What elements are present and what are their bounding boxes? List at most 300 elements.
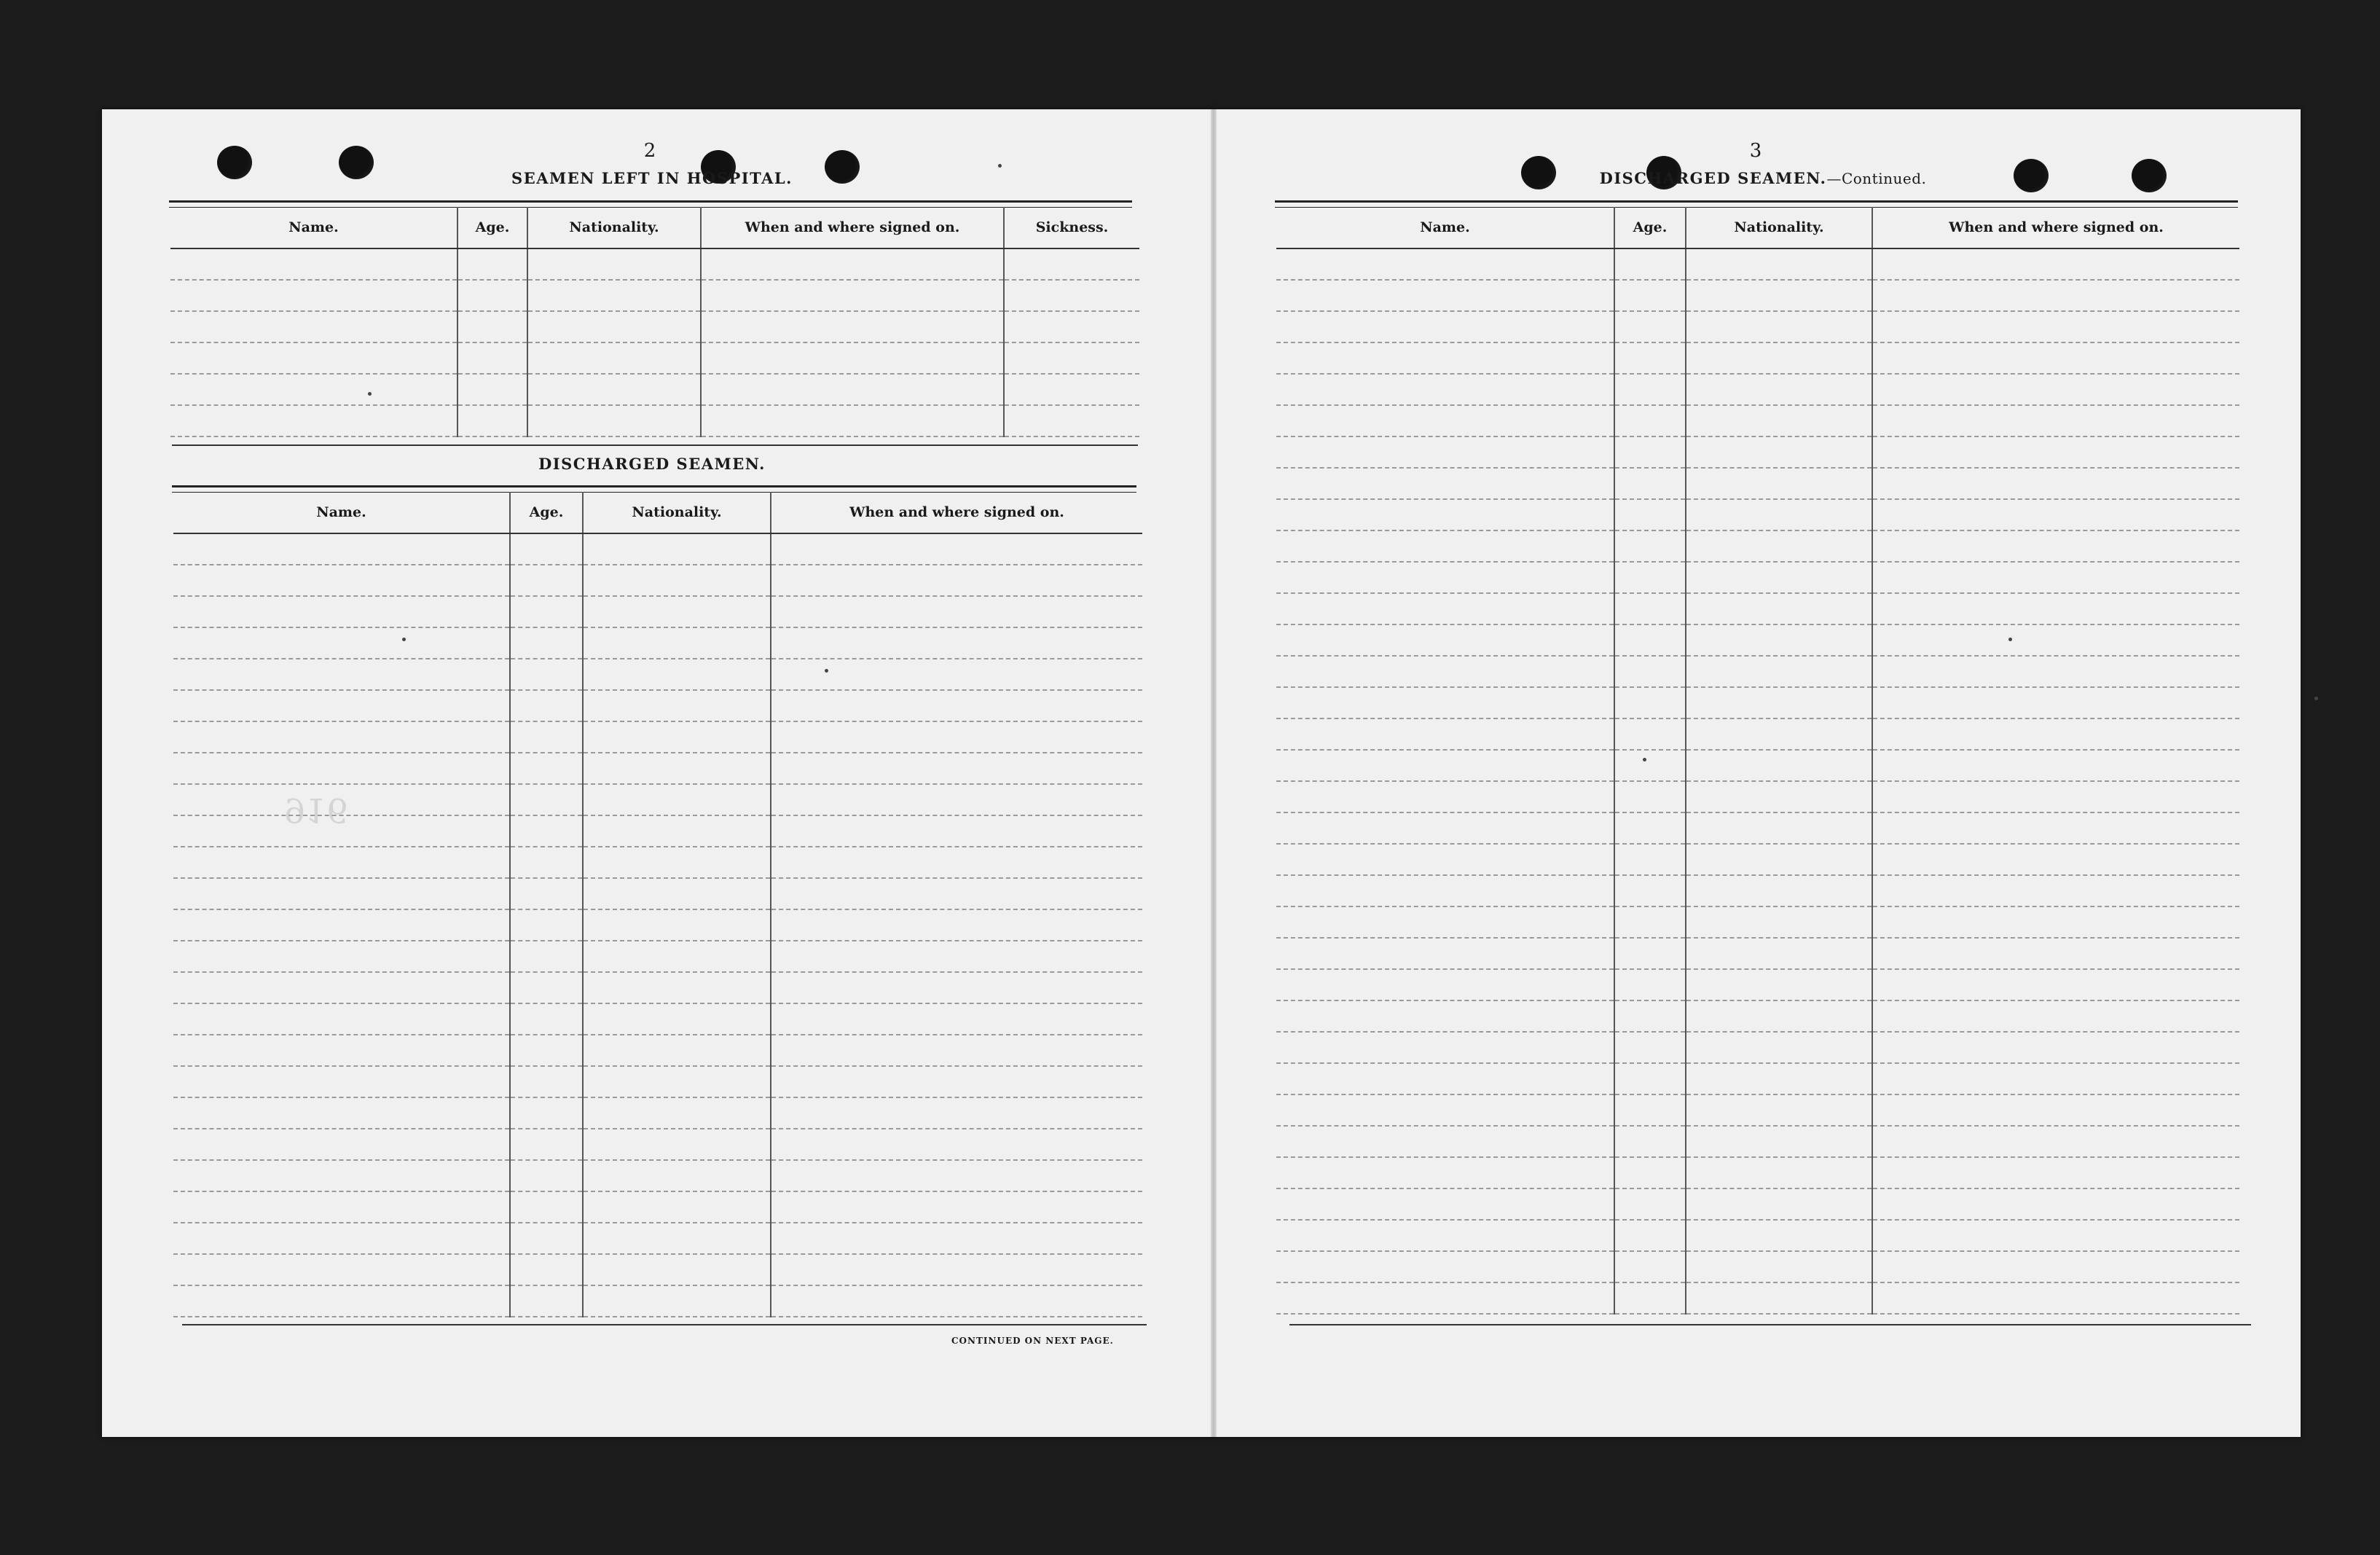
blank-entry-cell — [1276, 1157, 1614, 1188]
blank-entry-cell — [510, 878, 583, 909]
blank-entry-cell — [583, 1003, 771, 1035]
blank-entry-cell — [583, 847, 771, 878]
blank-entry-cell — [173, 1285, 510, 1317]
blank-entry-cell — [701, 342, 1004, 374]
blank-entry-cell — [1686, 468, 1872, 499]
blank-entry-cell — [173, 941, 510, 972]
blank-entry-cell — [510, 753, 583, 784]
blank-entry-cell — [527, 280, 701, 311]
blank-entry-cell — [771, 1223, 1142, 1254]
blank-entry-cell — [173, 1160, 510, 1191]
blank-entry-cell — [1614, 875, 1686, 906]
blank-entry-cell — [771, 878, 1142, 909]
blank-entry-cell — [173, 1254, 510, 1285]
blank-entry-cell — [1276, 468, 1614, 499]
blank-entry-cell — [1686, 1251, 1872, 1282]
blank-entry-cell — [1872, 342, 2239, 374]
blank-form-row — [173, 1066, 1142, 1097]
blank-entry-cell — [173, 1066, 510, 1097]
blank-form-row — [1276, 1126, 2239, 1157]
discharged-table — [173, 492, 1142, 1317]
column-header-age: Age. — [1614, 207, 1686, 248]
blank-entry-cell — [583, 1066, 771, 1097]
blank-entry-cell — [1686, 280, 1872, 311]
blank-entry-cell — [1276, 593, 1614, 624]
blank-entry-cell — [1614, 1063, 1686, 1094]
blank-entry-cell — [510, 1160, 583, 1191]
discharged-continued-table — [1276, 207, 2239, 1315]
blank-entry-cell — [510, 1035, 583, 1066]
blank-entry-cell — [1872, 687, 2239, 718]
blank-form-row — [173, 1223, 1142, 1254]
blank-entry-cell — [173, 1035, 510, 1066]
blank-form-row — [173, 909, 1142, 941]
blank-entry-cell — [527, 311, 701, 342]
paper-speck — [2314, 697, 2318, 700]
blank-entry-cell — [583, 784, 771, 815]
blank-form-row — [173, 1160, 1142, 1191]
blank-entry-cell — [510, 847, 583, 878]
blank-entry-cell — [510, 1254, 583, 1285]
blank-entry-cell — [1614, 1094, 1686, 1126]
blank-entry-cell — [173, 690, 510, 721]
page-fold — [1211, 109, 1217, 1437]
blank-form-row — [173, 1129, 1142, 1160]
section-rule — [172, 444, 1138, 446]
blank-entry-cell — [771, 941, 1142, 972]
blank-entry-cell — [1004, 374, 1139, 405]
blank-entry-cell — [1614, 593, 1686, 624]
blank-entry-cell — [170, 280, 457, 311]
blank-form-row — [173, 533, 1142, 565]
blank-entry-cell — [1686, 906, 1872, 938]
blank-entry-cell — [1686, 1220, 1872, 1251]
column-header-name: Name. — [170, 207, 457, 248]
blank-entry-cell — [457, 342, 527, 374]
blank-entry-cell — [771, 753, 1142, 784]
blank-entry-cell — [1686, 311, 1872, 342]
blank-entry-cell — [1276, 687, 1614, 718]
table-bottom-rule — [1289, 1324, 2251, 1325]
blank-entry-cell — [1872, 875, 2239, 906]
blank-entry-cell — [1614, 844, 1686, 875]
blank-entry-cell — [583, 533, 771, 565]
blank-form-row — [170, 311, 1139, 342]
blank-form-row — [1276, 781, 2239, 812]
blank-entry-cell — [1872, 1220, 2239, 1251]
title-suffix: —Continued. — [1826, 170, 1927, 187]
blank-form-row — [1276, 499, 2239, 530]
blank-entry-cell — [457, 311, 527, 342]
blank-form-row — [1276, 311, 2239, 342]
blank-form-row — [173, 878, 1142, 909]
blank-form-row — [173, 972, 1142, 1003]
discharged-continued-title — [1588, 169, 1938, 187]
blank-entry-cell — [583, 1129, 771, 1160]
blank-entry-cell — [510, 1285, 583, 1317]
blank-entry-cell — [510, 659, 583, 690]
blank-entry-cell — [1614, 812, 1686, 844]
title-text: DISCHARGED SEAMEN. — [1599, 169, 1827, 187]
blank-form-row — [1276, 436, 2239, 468]
blank-entry-cell — [1872, 844, 2239, 875]
blank-entry-cell — [457, 248, 527, 280]
blank-entry-cell — [583, 1285, 771, 1317]
blank-entry-cell — [1276, 844, 1614, 875]
column-header-sickness: Sickness. — [1004, 207, 1139, 248]
blank-form-row — [1276, 906, 2239, 938]
blank-form-row — [173, 1191, 1142, 1223]
blank-entry-cell — [1686, 436, 1872, 468]
blank-entry-cell — [170, 374, 457, 405]
blank-form-row — [170, 280, 1139, 311]
blank-entry-cell — [1276, 311, 1614, 342]
blank-entry-cell — [510, 721, 583, 753]
continued-note: CONTINUED ON NEXT PAGE. — [951, 1336, 1114, 1346]
punch-hole — [2132, 159, 2167, 192]
blank-entry-cell — [173, 1223, 510, 1254]
blank-entry-cell — [1276, 1220, 1614, 1251]
blank-entry-cell — [1276, 938, 1614, 969]
blank-entry-cell — [1614, 1157, 1686, 1188]
blank-entry-cell — [1614, 342, 1686, 374]
blank-entry-cell — [771, 1191, 1142, 1223]
blank-entry-cell — [583, 721, 771, 753]
blank-entry-cell — [173, 596, 510, 627]
blank-entry-cell — [1872, 718, 2239, 750]
blank-entry-cell — [510, 941, 583, 972]
blank-entry-cell — [1872, 812, 2239, 844]
blank-entry-cell — [1276, 750, 1614, 781]
column-header-name: Name. — [1276, 207, 1614, 248]
blank-entry-cell — [173, 627, 510, 659]
blank-form-row — [1276, 405, 2239, 436]
blank-entry-cell — [1686, 248, 1872, 280]
blank-entry-cell — [583, 1254, 771, 1285]
blank-entry-cell — [1872, 1126, 2239, 1157]
blank-entry-cell — [1614, 280, 1686, 311]
blank-entry-cell — [1686, 1282, 1872, 1314]
blank-entry-cell — [173, 1129, 510, 1160]
blank-entry-cell — [527, 248, 701, 280]
blank-entry-cell — [1872, 1063, 2239, 1094]
blank-entry-cell — [510, 1003, 583, 1035]
blank-entry-cell — [510, 1191, 583, 1223]
blank-entry-cell — [1686, 1000, 1872, 1032]
blank-form-row — [1276, 1251, 2239, 1282]
blank-entry-cell — [1276, 1094, 1614, 1126]
blank-entry-cell — [173, 659, 510, 690]
blank-entry-cell — [583, 565, 771, 596]
blank-entry-cell — [1686, 499, 1872, 530]
blank-entry-cell — [1614, 468, 1686, 499]
blank-entry-cell — [1686, 624, 1872, 656]
blank-entry-cell — [1872, 593, 2239, 624]
blank-entry-cell — [1686, 718, 1872, 750]
blank-form-row — [170, 405, 1139, 436]
blank-entry-cell — [1614, 781, 1686, 812]
blank-entry-cell — [1686, 844, 1872, 875]
blank-entry-cell — [527, 405, 701, 436]
blank-entry-cell — [1872, 280, 2239, 311]
blank-entry-cell — [1872, 499, 2239, 530]
page-number: 2 — [643, 140, 656, 162]
blank-entry-cell — [1872, 1251, 2239, 1282]
blank-entry-cell — [173, 815, 510, 847]
blank-entry-cell — [1276, 781, 1614, 812]
blank-entry-cell — [173, 565, 510, 596]
blank-entry-cell — [1872, 248, 2239, 280]
blank-entry-cell — [771, 1066, 1142, 1097]
blank-entry-cell — [510, 627, 583, 659]
blank-entry-cell — [510, 690, 583, 721]
blank-form-row — [1276, 875, 2239, 906]
blank-entry-cell — [771, 909, 1142, 941]
blank-entry-cell — [1872, 1000, 2239, 1032]
blank-form-row — [170, 374, 1139, 405]
blank-entry-cell — [173, 909, 510, 941]
blank-entry-cell — [1686, 1157, 1872, 1188]
blank-entry-cell — [527, 374, 701, 405]
blank-entry-cell — [170, 342, 457, 374]
blank-entry-cell — [1614, 499, 1686, 530]
blank-entry-cell — [583, 878, 771, 909]
blank-entry-cell — [1614, 1188, 1686, 1220]
blank-entry-cell — [1686, 656, 1872, 687]
blank-entry-cell — [771, 1285, 1142, 1317]
blank-entry-cell — [1686, 342, 1872, 374]
blank-entry-cell — [173, 721, 510, 753]
blank-entry-cell — [701, 405, 1004, 436]
blank-entry-cell — [1614, 1126, 1686, 1157]
column-header-name: Name. — [173, 492, 510, 533]
blank-entry-cell — [771, 972, 1142, 1003]
blank-entry-cell — [173, 1191, 510, 1223]
blank-entry-cell — [701, 311, 1004, 342]
blank-entry-cell — [583, 596, 771, 627]
blank-entry-cell — [1276, 436, 1614, 468]
blank-entry-cell — [771, 1129, 1142, 1160]
blank-entry-cell — [1872, 436, 2239, 468]
blank-entry-cell — [173, 753, 510, 784]
blank-entry-cell — [771, 659, 1142, 690]
blank-entry-cell — [173, 533, 510, 565]
blank-entry-cell — [1276, 906, 1614, 938]
blank-entry-cell — [771, 815, 1142, 847]
blank-form-row — [173, 753, 1142, 784]
blank-entry-cell — [1686, 1094, 1872, 1126]
punch-hole — [217, 146, 252, 179]
blank-entry-cell — [1872, 530, 2239, 562]
blank-entry-cell — [771, 1160, 1142, 1191]
blank-form-row — [1276, 969, 2239, 1000]
blank-entry-cell — [170, 248, 457, 280]
blank-entry-cell — [1872, 656, 2239, 687]
blank-form-row — [1276, 280, 2239, 311]
blank-form-row — [1276, 342, 2239, 374]
blank-entry-cell — [510, 565, 583, 596]
blank-form-row — [1276, 1220, 2239, 1251]
blank-entry-cell — [1004, 311, 1139, 342]
blank-entry-cell — [771, 784, 1142, 815]
blank-entry-cell — [583, 1097, 771, 1129]
hospital-table — [170, 207, 1139, 437]
blank-entry-cell — [1686, 405, 1872, 436]
blank-entry-cell — [583, 941, 771, 972]
blank-form-row — [1276, 248, 2239, 280]
blank-entry-cell — [1614, 374, 1686, 405]
blank-entry-cell — [1872, 468, 2239, 499]
blank-entry-cell — [1872, 1032, 2239, 1063]
blank-entry-cell — [173, 847, 510, 878]
blank-form-row — [173, 596, 1142, 627]
bleed-through-mark: 916 — [284, 791, 348, 830]
blank-form-row — [173, 847, 1142, 878]
blank-entry-cell — [1614, 530, 1686, 562]
blank-entry-cell — [1614, 718, 1686, 750]
column-header-signed-on: When and where signed on. — [771, 492, 1142, 533]
blank-entry-cell — [1686, 687, 1872, 718]
blank-entry-cell — [583, 909, 771, 941]
blank-entry-cell — [1614, 405, 1686, 436]
blank-form-row — [1276, 1157, 2239, 1188]
blank-entry-cell — [510, 972, 583, 1003]
blank-entry-cell — [1276, 499, 1614, 530]
blank-form-row — [173, 784, 1142, 815]
blank-form-row — [173, 721, 1142, 753]
blank-entry-cell — [583, 1191, 771, 1223]
blank-entry-cell — [1614, 750, 1686, 781]
blank-form-row — [1276, 530, 2239, 562]
blank-entry-cell — [771, 721, 1142, 753]
blank-entry-cell — [1686, 812, 1872, 844]
blank-form-row — [1276, 1188, 2239, 1220]
blank-entry-cell — [1276, 1126, 1614, 1157]
blank-entry-cell — [1686, 593, 1872, 624]
blank-entry-cell — [1276, 1282, 1614, 1314]
blank-entry-cell — [1872, 562, 2239, 593]
blank-entry-cell — [510, 909, 583, 941]
blank-entry-cell — [1614, 1220, 1686, 1251]
blank-entry-cell — [1276, 374, 1614, 405]
blank-entry-cell — [701, 248, 1004, 280]
blank-entry-cell — [583, 1160, 771, 1191]
blank-form-row — [173, 565, 1142, 596]
blank-entry-cell — [1872, 969, 2239, 1000]
blank-form-row — [1276, 1000, 2239, 1032]
blank-entry-cell — [1614, 624, 1686, 656]
blank-form-row — [170, 248, 1139, 280]
punch-hole — [2014, 159, 2049, 192]
blank-entry-cell — [510, 596, 583, 627]
blank-entry-cell — [1872, 374, 2239, 405]
blank-entry-cell — [771, 690, 1142, 721]
blank-entry-cell — [583, 1035, 771, 1066]
blank-entry-cell — [1004, 280, 1139, 311]
blank-entry-cell — [173, 1003, 510, 1035]
blank-entry-cell — [1686, 1032, 1872, 1063]
blank-entry-cell — [1276, 1000, 1614, 1032]
blank-form-row — [1276, 844, 2239, 875]
column-header-nationality: Nationality. — [1686, 207, 1872, 248]
blank-entry-cell — [1872, 781, 2239, 812]
blank-entry-cell — [510, 815, 583, 847]
blank-entry-cell — [1686, 1126, 1872, 1157]
blank-entry-cell — [583, 753, 771, 784]
column-header-age: Age. — [457, 207, 527, 248]
blank-entry-cell — [1276, 342, 1614, 374]
blank-entry-cell — [1872, 405, 2239, 436]
blank-entry-cell — [583, 627, 771, 659]
blank-form-row — [173, 1097, 1142, 1129]
blank-entry-cell — [1276, 562, 1614, 593]
blank-entry-cell — [583, 690, 771, 721]
blank-entry-cell — [1686, 530, 1872, 562]
blank-entry-cell — [457, 405, 527, 436]
blank-entry-cell — [1004, 405, 1139, 436]
blank-entry-cell — [771, 1035, 1142, 1066]
blank-entry-cell — [583, 1223, 771, 1254]
blank-entry-cell — [1276, 1188, 1614, 1220]
blank-entry-cell — [1686, 1188, 1872, 1220]
blank-entry-cell — [173, 878, 510, 909]
blank-form-row — [1276, 750, 2239, 781]
blank-entry-cell — [457, 374, 527, 405]
blank-entry-cell — [173, 784, 510, 815]
blank-entry-cell — [1686, 562, 1872, 593]
blank-entry-cell — [701, 280, 1004, 311]
paper-speck — [998, 164, 1002, 168]
punch-hole — [339, 146, 374, 179]
blank-form-row — [1276, 1282, 2239, 1314]
blank-entry-cell — [1614, 938, 1686, 969]
blank-entry-cell — [1614, 906, 1686, 938]
blank-entry-cell — [1686, 374, 1872, 405]
blank-entry-cell — [771, 533, 1142, 565]
blank-form-row — [1276, 1032, 2239, 1063]
blank-entry-cell — [510, 1097, 583, 1129]
blank-form-row — [1276, 1094, 2239, 1126]
column-header-age: Age. — [510, 492, 583, 533]
page-number: 3 — [1749, 140, 1762, 162]
blank-entry-cell — [1614, 1282, 1686, 1314]
column-header-signed-on: When and where signed on. — [1872, 207, 2239, 248]
blank-entry-cell — [771, 847, 1142, 878]
blank-entry-cell — [1614, 248, 1686, 280]
blank-form-row — [173, 941, 1142, 972]
blank-entry-cell — [1614, 969, 1686, 1000]
blank-form-row — [173, 1035, 1142, 1066]
blank-entry-cell — [1872, 1188, 2239, 1220]
table-bottom-rule — [182, 1324, 1147, 1325]
blank-entry-cell — [1872, 1094, 2239, 1126]
blank-entry-cell — [1614, 562, 1686, 593]
blank-form-row — [170, 342, 1139, 374]
blank-form-row — [1276, 812, 2239, 844]
blank-entry-cell — [1686, 1063, 1872, 1094]
hospital-section-title: SEAMEN LEFT IN HOSPITAL. — [511, 169, 793, 187]
blank-form-row — [1276, 468, 2239, 499]
blank-entry-cell — [1276, 969, 1614, 1000]
blank-entry-cell — [1872, 938, 2239, 969]
blank-entry-cell — [1004, 248, 1139, 280]
blank-entry-cell — [1276, 530, 1614, 562]
blank-form-row — [1276, 718, 2239, 750]
blank-entry-cell — [1276, 812, 1614, 844]
blank-entry-cell — [1614, 1032, 1686, 1063]
blank-entry-cell — [1614, 1251, 1686, 1282]
blank-entry-cell — [1686, 969, 1872, 1000]
